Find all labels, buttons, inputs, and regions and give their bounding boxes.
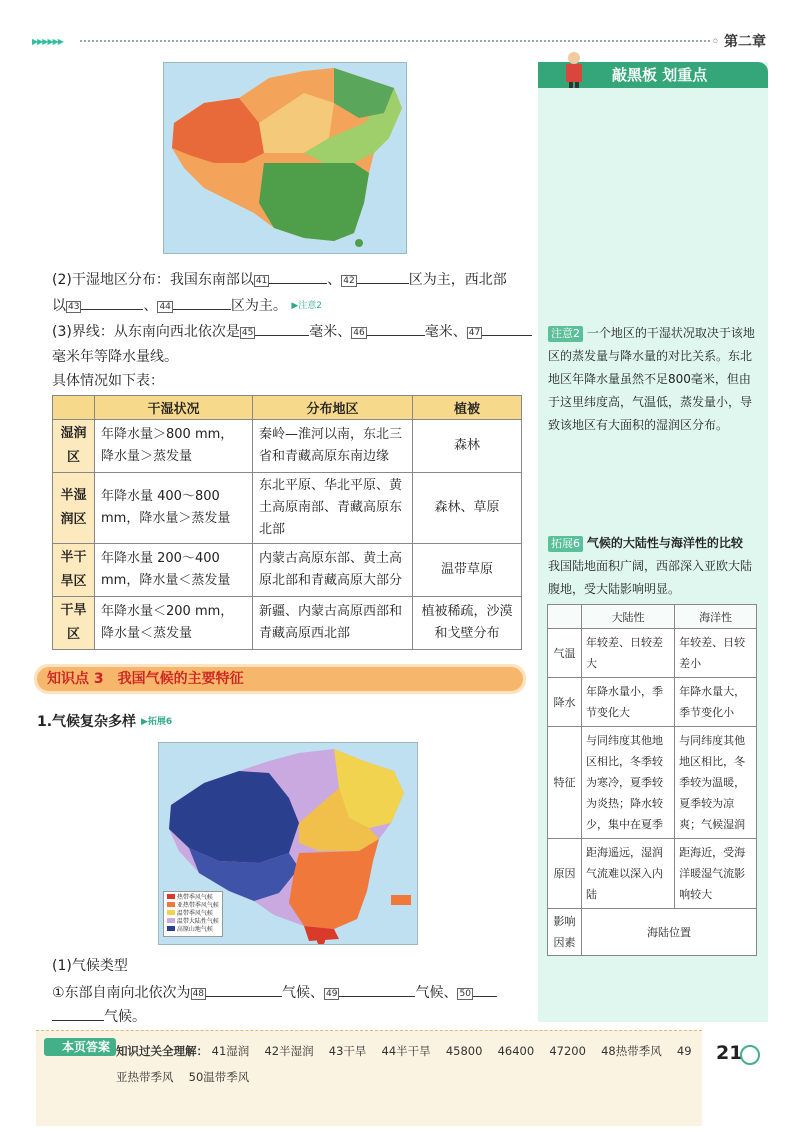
compare-cell: 年较差、日较差小 <box>675 629 757 678</box>
compare-header-row <box>548 605 757 629</box>
blank-number: 41 <box>255 276 268 286</box>
area-cell: 东北平原、华北平原、黄土高原南部、青藏高原东北部 <box>253 473 413 544</box>
zone-cell: 干旱区 <box>53 597 95 650</box>
blank-field[interactable] <box>81 292 143 310</box>
legend-label: 温带季风气候 <box>176 910 213 917</box>
area-cell: 新疆、内蒙古高原西部和青藏高原西北部 <box>253 597 413 650</box>
blank-number: 45 <box>241 328 254 338</box>
compare-cell: 与同纬度其他地区相比，冬季较为寒冷，夏季较为炎热；降水较少，集中在夏季 <box>582 727 675 839</box>
chapter-title: ◦ 第二章 <box>711 31 766 51</box>
section-heading <box>37 711 172 731</box>
compare-row-head: 降水 <box>548 678 582 727</box>
ext-6-tag: 拓展6 <box>548 536 583 552</box>
header-arrows-icon: ▶▶▶▶▶▶ <box>32 37 63 46</box>
compare-cell: 海陆位置 <box>582 909 757 956</box>
veg-cell: 森林、草原 <box>413 473 522 544</box>
compare-row <box>548 909 757 956</box>
compare-row <box>548 839 757 909</box>
text-mm: 毫米、 <box>424 324 467 340</box>
table-intro: 具体情况如下表： <box>52 373 164 389</box>
answer-item: 43干旱 <box>328 1044 367 1058</box>
blank-field[interactable] <box>367 318 425 336</box>
compare-row-head: 特征 <box>548 727 582 839</box>
table-header: 分布地区 <box>253 396 413 420</box>
blank-field[interactable] <box>269 266 327 284</box>
note-2-tag: 注意2 <box>548 326 583 342</box>
compare-row <box>548 727 757 839</box>
legend-item <box>167 902 219 910</box>
table-row <box>53 473 522 544</box>
legend-item <box>167 910 219 918</box>
compare-cell: 距海遥远，湿润气流难以深入内陆 <box>582 839 675 909</box>
line-2-cont: 以 43 、 44 区为主。 ▶注意2 <box>52 292 322 319</box>
compare-row <box>548 678 757 727</box>
climate-question-line <box>52 979 497 1006</box>
legend-label: 温带大陆性气候 <box>176 918 219 925</box>
header-divider <box>80 40 710 42</box>
blank-number: 44 <box>159 302 171 312</box>
answer-item: 42半湿润 <box>264 1044 314 1058</box>
legend-item <box>167 918 219 926</box>
compare-cell: 距海近，受海洋暖湿气流影响较大 <box>675 839 757 909</box>
cond-cell: 年降水量＜200 mm，降水量＜蒸发量 <box>95 597 253 650</box>
climate-types-title: (1)气候类型 <box>52 958 128 974</box>
zone-cell: 湿润区 <box>53 420 95 473</box>
table-row <box>53 544 522 597</box>
table-header <box>53 396 95 420</box>
veg-cell: 温带草原 <box>413 544 522 597</box>
text-q1a: ①东部自南向北依次为 <box>52 985 191 1001</box>
zone-cell: 半湿润区 <box>53 473 95 544</box>
compare-row <box>548 629 757 678</box>
dry-wet-zone-map <box>163 62 407 254</box>
sidebar-ext-6 <box>548 532 760 601</box>
line-3-boundary <box>52 318 532 345</box>
answer-item: 47200 <box>549 1044 586 1058</box>
sidebar-note-2 <box>548 322 760 437</box>
answer-bar <box>36 1030 702 1126</box>
answer-item: 49亚热带季风 <box>116 1044 692 1084</box>
compare-cell: 与同纬度其他地区相比，冬季较为温暖，夏季较为凉爽；气候湿润 <box>675 727 757 839</box>
compare-cell: 年降水量大，季节变化小 <box>675 678 757 727</box>
table-header: 植被 <box>413 396 522 420</box>
legend-label: 亚热带季风气候 <box>176 902 219 909</box>
cond-cell: 年降水量 200～400 mm，降水量＜蒸发量 <box>95 544 253 597</box>
answer-item: 48热带季风 <box>601 1044 662 1058</box>
answer-tag: 本页答案 <box>44 1038 116 1056</box>
text-climate-end: 气候。 <box>104 1009 146 1025</box>
blank-field[interactable] <box>255 318 309 336</box>
blank-number: 49 <box>326 989 338 999</box>
page-number: 21 <box>716 1042 743 1064</box>
blank-field[interactable] <box>173 292 231 310</box>
text-line2a: (2)干湿地区分布：我国东南部以 <box>52 272 254 288</box>
climate-type-map <box>158 742 418 945</box>
text-climate: 气候、 <box>415 985 458 1001</box>
text-line2c: 以 <box>52 298 66 314</box>
heading-text: 1.气候复杂多样 <box>37 714 137 730</box>
legend-item <box>167 926 219 934</box>
blank-field[interactable] <box>206 979 282 997</box>
answer-item: 44半干旱 <box>381 1044 431 1058</box>
knowledge-point-title: 知识点 3 我国气候的主要特征 <box>37 667 523 691</box>
cond-cell: 年降水量＞800 mm，降水量＞蒸发量 <box>95 420 253 473</box>
answer-item: 50温带季风 <box>188 1070 250 1084</box>
zone-cell: 半干旱区 <box>53 544 95 597</box>
table-header: 干湿状况 <box>95 396 253 420</box>
blank-number: 46 <box>353 328 365 338</box>
table-row <box>53 420 522 473</box>
veg-cell: 植被稀疏，沙漠和戈壁分布 <box>413 597 522 650</box>
text-climate: 气候、 <box>282 985 325 1001</box>
blank-number: 48 <box>192 989 205 999</box>
sidebar-title: 敲黑板 划重点 <box>538 62 768 88</box>
legend-label: 高原山地气候 <box>176 926 213 933</box>
page-header <box>0 0 800 50</box>
area-cell: 内蒙古高原东部、黄土高原北部和青藏高原大部分 <box>253 544 413 597</box>
blank-number: 47 <box>468 328 481 338</box>
compare-header: 海洋性 <box>675 605 757 629</box>
blank-number: 42 <box>343 276 355 286</box>
note-2-text: 一个地区的干湿状况取决于该地区的蒸发量与降水量的对比关系。东北地区年降水量虽然不足800毫米，但由于这里纬度高，气温低，蒸发量小，导致该地区有大面积的湿润区分布。 <box>548 326 755 432</box>
ext-6-title: 气候的大陆性与海洋性的比较 <box>586 536 743 550</box>
answer-label: 知识过关全理解： <box>116 1044 208 1058</box>
blank-field[interactable] <box>52 1003 104 1021</box>
compare-row-head: 原因 <box>548 839 582 909</box>
note-2-link[interactable]: ▶注意2 <box>291 301 323 311</box>
blank-field[interactable] <box>357 266 409 284</box>
clock-icon <box>740 1045 760 1065</box>
text-line2b: 区为主，西北部 <box>408 272 507 288</box>
answer-item: 45800 <box>445 1044 483 1058</box>
line-3-cont: 毫米年等降水量线。 <box>52 349 178 365</box>
blank-field[interactable] <box>473 979 497 997</box>
climate-compare-table <box>547 604 757 956</box>
compare-cell: 年降水量小，季节变化大 <box>582 678 675 727</box>
legend-item <box>167 894 219 902</box>
line-2-distribution: (2)干湿地区分布：我国东南部以 41 、 42 区为主，西北部 <box>52 266 507 293</box>
teacher-icon <box>560 50 588 88</box>
text-line3a: (3)界线：从东南向西北依次是 <box>52 324 240 340</box>
blank-field[interactable] <box>339 979 415 997</box>
answer-item: 46400 <box>497 1044 535 1058</box>
veg-cell: 森林 <box>413 420 522 473</box>
compare-row-head: 影响因素 <box>548 909 582 956</box>
compare-header <box>548 605 582 629</box>
answer-item: 41湿润 <box>211 1044 250 1058</box>
compare-row-head: 气温 <box>548 629 582 678</box>
ext-6-header <box>548 532 760 555</box>
area-cell: 秦岭—淮河以南，东北三省和青藏高原东南边缘 <box>253 420 413 473</box>
ext-6-link[interactable]: ▶拓展6 <box>140 717 173 727</box>
map-legend <box>163 891 223 937</box>
compare-cell: 年较差、日较差大 <box>582 629 675 678</box>
dry-wet-zone-map-graphic <box>164 63 407 254</box>
blank-field[interactable] <box>482 318 532 336</box>
legend-label: 热带季风气候 <box>176 894 213 901</box>
compare-header: 大陆性 <box>582 605 675 629</box>
table-row <box>53 597 522 650</box>
table-header-row <box>53 396 522 420</box>
climate-question-cont <box>52 1003 146 1030</box>
cond-cell: 年降水量 400～800 mm，降水量＞蒸发量 <box>95 473 253 544</box>
text-mm: 毫米、 <box>309 324 352 340</box>
blank-number: 43 <box>68 302 80 312</box>
blank-number: 50 <box>459 989 471 999</box>
text-line2d: 区为主。 <box>230 298 287 314</box>
answer-text <box>116 1038 696 1090</box>
ext-6-text: 我国陆地面积广阔，西部深入亚欧大陆腹地，受大陆影响明显。 <box>548 559 753 596</box>
dry-wet-table <box>52 395 522 650</box>
